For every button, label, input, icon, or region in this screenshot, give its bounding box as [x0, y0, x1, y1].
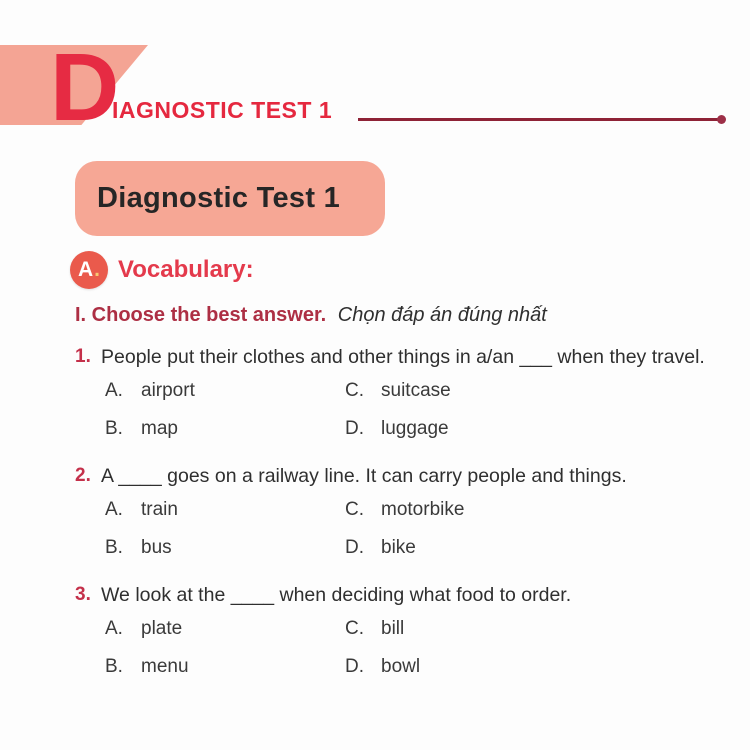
section-a-heading [70, 251, 750, 289]
option-1-d [345, 418, 730, 447]
option-text: bowl [381, 656, 421, 677]
option-letter: A. [105, 499, 123, 520]
question-1-options [105, 380, 730, 447]
page-banner [0, 0, 750, 141]
option-letter: A. [105, 380, 123, 401]
line-end-dot-icon [717, 115, 726, 124]
option-text: plate [141, 618, 183, 639]
question-3 [75, 580, 730, 685]
option-2-d [345, 537, 730, 566]
question-number: 2. [75, 465, 91, 486]
option-text: suitcase [381, 380, 451, 401]
option-text: map [141, 418, 178, 439]
question-text: A ____ goes on a railway line. It can carry people and things. [101, 465, 627, 487]
option-letter: D. [345, 537, 364, 558]
option-2-c [345, 499, 730, 528]
option-text: luggage [381, 418, 449, 439]
option-letter: A. [105, 618, 123, 639]
option-3-c [345, 618, 730, 647]
question-number: 3. [75, 584, 91, 605]
option-text: airport [141, 380, 195, 401]
option-1-c [345, 380, 730, 409]
option-1-a [105, 380, 345, 409]
test-title-box [75, 161, 385, 236]
question-1-line [75, 342, 730, 372]
instruction-line [75, 302, 750, 328]
option-letter: B. [105, 537, 123, 558]
banner-rule [358, 118, 722, 121]
option-text: bike [381, 537, 416, 558]
option-text: train [141, 499, 178, 520]
option-3-d [345, 656, 730, 685]
option-text: menu [141, 656, 189, 677]
banner-drop-cap: D [50, 34, 118, 141]
option-letter: B. [105, 656, 123, 677]
option-letter: D. [345, 418, 364, 439]
question-2 [75, 461, 730, 566]
option-text: bill [381, 618, 405, 639]
option-1-b [105, 418, 345, 447]
option-letter: C. [345, 499, 364, 520]
question-number: 1. [75, 346, 91, 367]
section-a-badge-icon [70, 251, 108, 289]
option-letter: C. [345, 380, 364, 401]
question-2-line [75, 461, 730, 491]
question-text: People put their clothes and other things in a/an ___ when they travel. [101, 346, 705, 368]
option-2-a [105, 499, 345, 528]
question-2-options [105, 499, 730, 566]
section-label: Vocabulary: [118, 256, 254, 283]
option-text: bus [141, 537, 172, 558]
instruction-vietnamese: Chọn đáp án đúng nhất [337, 304, 547, 326]
question-1 [75, 342, 730, 447]
option-2-b [105, 537, 345, 566]
section-badge-period: . [94, 258, 100, 281]
question-3-line [75, 580, 730, 610]
option-text: motorbike [381, 499, 465, 520]
option-3-a [105, 618, 345, 647]
option-3-b [105, 656, 345, 685]
option-letter: C. [345, 618, 364, 639]
question-list [75, 342, 730, 685]
option-letter: B. [105, 418, 123, 439]
option-letter: D. [345, 656, 364, 677]
question-3-options [105, 618, 730, 685]
test-title: Diagnostic Test 1 [97, 182, 341, 214]
banner-title: IAGNOSTIC TEST 1 [112, 97, 333, 123]
section-badge-letter: A [77, 258, 94, 281]
instruction-english: I. Choose the best answer. [75, 304, 327, 326]
question-text: We look at the ____ when deciding what food to order. [101, 584, 572, 606]
